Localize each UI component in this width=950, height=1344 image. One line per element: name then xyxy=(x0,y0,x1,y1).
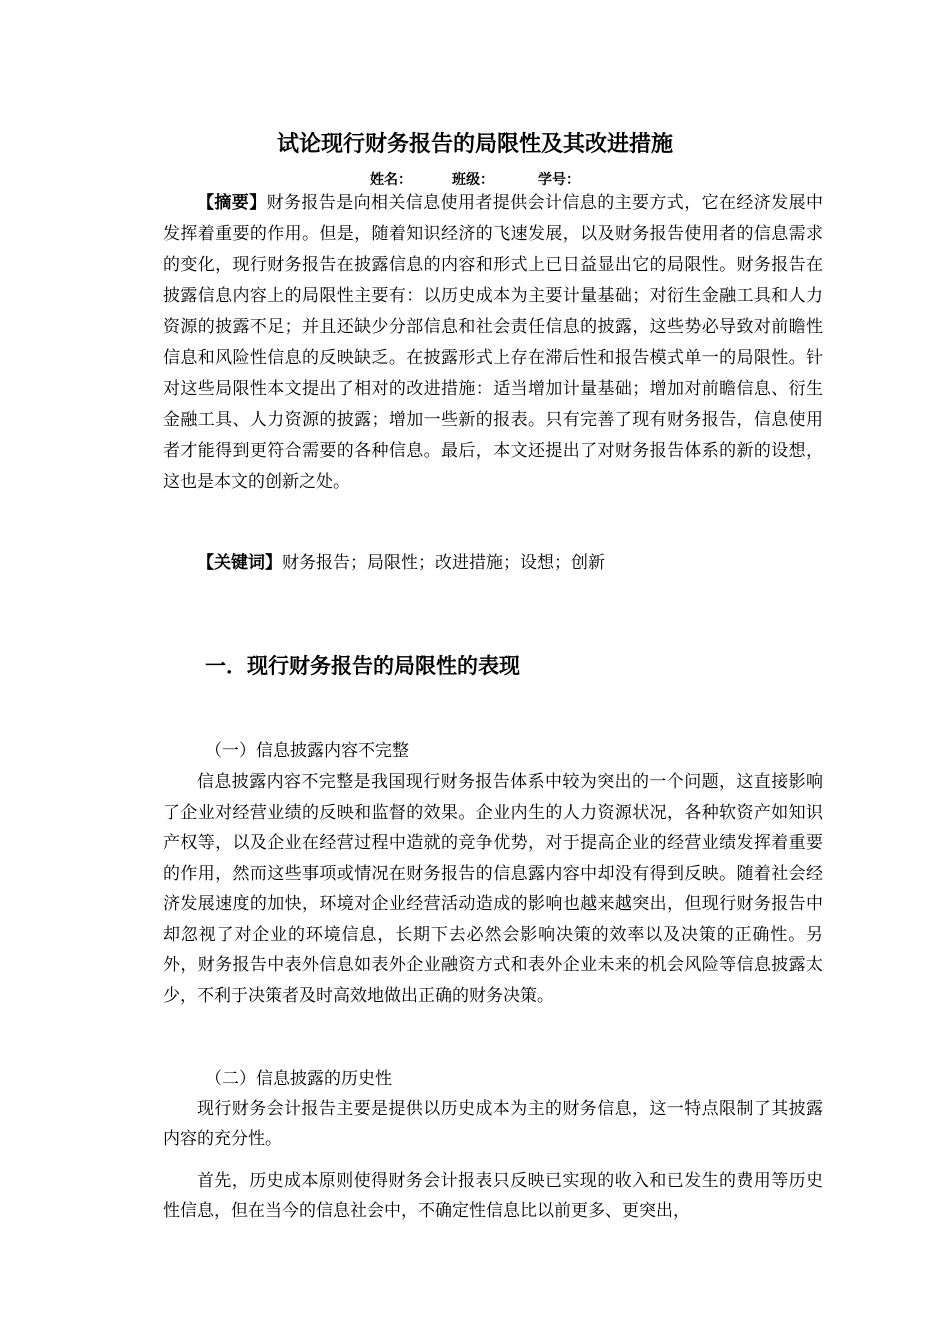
abstract-text: 财务报告是向相关信息使用者提供会计信息的主要方式，它在经济发展中发挥着重要的作用。但是，随着知识经济的飞速发展，以及财务报告使用者的信息需求的变化，现行财务报告在披露信息的内容和形式上已日益显出它的局限性。财务报告在披露信息内容上的局限性主要有：以历史成本为主要计量基础；对衍生金融工具和人力资源的披露不足；并且还缺少分部信息和社会责任信息的披露，这些势必导致对前瞻性信息和风险性信息的反映缺乏。在披露形式上存在滞后性和报告模式单一的局限性。针对这些局限性本文提出了相对的改进措施：适当增加计量基础；增加对前瞻信息、衍生金融工具、人力资源的披露；增加一些新的报表。只有完善了现有财务报告，信息使用者才能得到更符合需要的各种信息。最后，本文还提出了对财务报告体系的新的设想，这也是本文的创新之处。 xyxy=(163,193,824,492)
subsection-heading-2: （二）信息披露的历史性 xyxy=(205,1069,392,1089)
author-info-line xyxy=(0,170,950,190)
keywords-label: 【关键词】 xyxy=(197,553,282,573)
keywords-paragraph xyxy=(163,548,823,579)
abstract-paragraph xyxy=(163,188,823,498)
section-heading-1: 一．现行财务报告的局限性的表现 xyxy=(205,654,520,678)
paper-title: 试论现行财务报告的局限性及其改进措施 xyxy=(276,132,673,157)
subsection-2-paragraph-1: 现行财务会计报告主要是提供以历史成本为主的财务信息，这一特点限制了其披露内容的充分性。 xyxy=(163,1099,823,1149)
subsection-1-paragraph: 信息披露内容不完整是我国现行财务报告体系中较为突出的一个问题，这直接影响了企业对经营业绩的反映和监督的效果。企业内生的人力资源状况，各种软资产如知识产权等，以及企业在经营过程中造就的竞争优势，对于提高企业的经营业绩发挥着重要的作用，然而这些事项或情况在财务报告的信息露内容中却没有得到反映。随着社会经济发展速度的加快，环境对企业经营活动造成的影响也越来越突出，但现行财务报告中却忽视了对企业的环境信息，长期下去必然会影响决策的效率以及决策的正确性。另外，财务报告中表外信息如表外企业融资方式和表外企业未来的机会风险等信息披露太少，不利于决策者及时高效地做出正确的财务决策。 xyxy=(163,772,823,1006)
name-label: 姓名： xyxy=(370,172,412,188)
student-id-label: 学号： xyxy=(538,172,580,188)
class-label: 班级： xyxy=(452,172,494,188)
abstract-label: 【摘要】 xyxy=(197,193,267,213)
keywords-text: 财务报告；局限性；改进措施；设想；创新 xyxy=(282,553,605,573)
subsection-2-paragraph-2: 首先，历史成本原则使得财务会计报表只反映已实现的收入和已发生的费用等历史性信息，但在当今的信息社会中，不确定性信息比以前更多、更突出， xyxy=(163,1171,823,1221)
subsection-heading-1: （一）信息披露内容不完整 xyxy=(205,741,409,761)
